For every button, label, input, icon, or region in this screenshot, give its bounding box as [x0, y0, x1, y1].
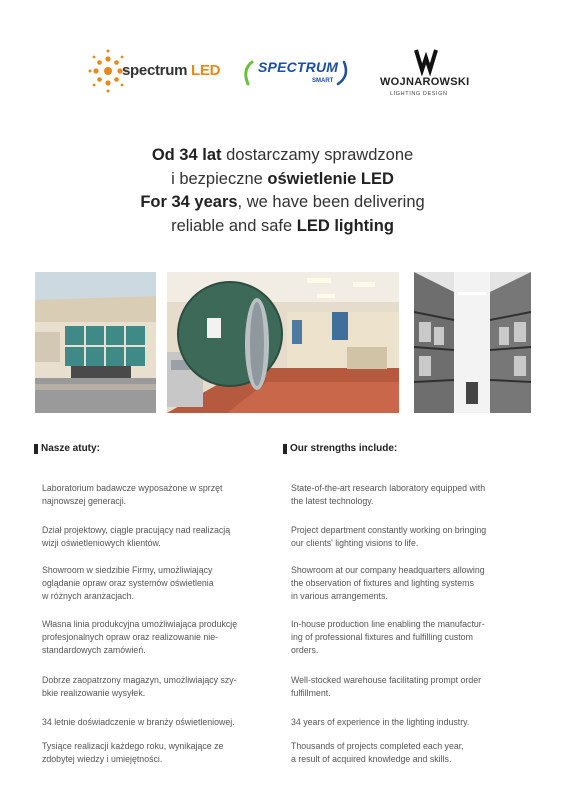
wojnarowski-sub: LIGHTING DESIGN — [390, 91, 448, 97]
list-item: Własna linia produkcyjna umożliwiająca produkcję profesjonalnych opraw oraz realizowanie nie- standardowych zamówień. — [42, 619, 238, 655]
wojnarowski-wordmark: WOJNAROWSKI — [380, 76, 470, 88]
spectrum-smart-wordmark: SPECTRUM — [258, 59, 339, 75]
list-item: Dobrze zaopatrzony magazyn, umożliwiający szy- bkie realizowanie wysyłek. — [42, 675, 237, 698]
list-item: Project department constantly working on bringing our clients' lighting visions to life. — [291, 525, 487, 548]
headline — [0, 144, 565, 238]
strengths-polish-title: Nasze atuty: — [34, 443, 284, 454]
strengths-english — [283, 443, 533, 764]
list-item: Showroom at our company headquarters allowing the observation of fixtures and lighting systems in various arrangements. — [291, 565, 485, 601]
list-item: State-of-the-art research laboratory equipped with the latest technology. — [291, 483, 486, 506]
spectrum-led-wordmark: spectrum LED — [122, 62, 221, 79]
list-item: Dział projektowy, ciągle pracujący nad realizacją wizji oświetleniowych klientów. — [42, 525, 231, 548]
headline-line-1: Od 34 lat dostarczamy sprawdzone — [151, 146, 414, 164]
list-item: Thousands of projects completed each year, a result of acquired knowledge and skills. — [291, 741, 464, 764]
list-item: 34 years of experience in the lighting industry. — [291, 717, 470, 727]
headline-line-4: reliable and safe LED lighting — [171, 216, 394, 235]
list-item: 34 letnie doświadczenie w branży oświetleniowej. — [42, 717, 235, 727]
spectrum-led-logo — [88, 46, 228, 96]
building-photo — [35, 272, 156, 413]
spectrum-smart-sub: SMART — [312, 78, 334, 84]
laboratory-photo — [167, 272, 399, 413]
wojnarowski-logo — [380, 48, 490, 103]
warehouse-photo — [414, 272, 531, 413]
list-item: In-house production line enabling the manufactur- ing of professional fixtures and fulfilling custom orders. — [291, 619, 485, 655]
headline-line-2: i bezpieczne oświetlenie LED — [171, 169, 394, 188]
strengths-polish — [34, 443, 284, 764]
w-monogram-icon — [380, 48, 490, 76]
list-item: Laboratorium badawcze wyposażone w sprzęt najnowszej generacji. — [42, 483, 223, 506]
bullet-square-icon — [283, 444, 287, 454]
list-item: Showroom w siedzibie Firmy, umożliwiający oglądanie opraw oraz systemów oświetlenia w różnych aranżacjach. — [42, 565, 214, 601]
strengths-english-title: Our strengths include: — [283, 443, 533, 454]
list-item: Tysiące realizacji każdego roku, wynikające ze zdobytej wiedzy i umiejętności. — [42, 741, 224, 764]
list-item: Well-stocked warehouse facilitating prompt order fulfillment. — [291, 675, 482, 698]
logo-bar — [0, 40, 565, 110]
headline-line-3: For 34 years, we have been delivering — [140, 193, 425, 211]
bullet-square-icon — [34, 444, 38, 454]
spectrum-smart-logo — [238, 54, 358, 94]
